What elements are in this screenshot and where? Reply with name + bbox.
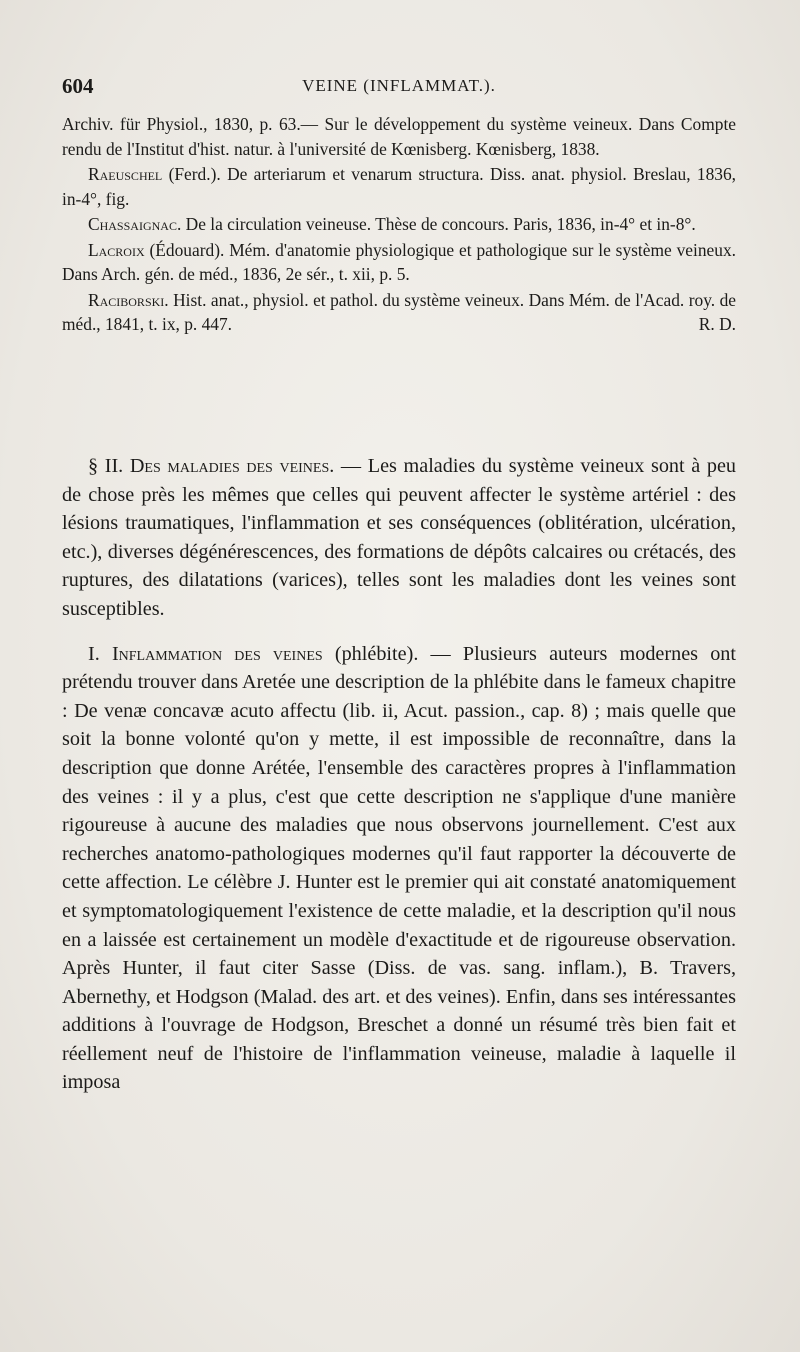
- biblio-entry: Raciborski. Hist. anat., physiol. et pathol. du système veineux. Dans Mém. de l'Acad. roy. de méd., 1841, t. ix, p. 447. R. D.: [62, 288, 736, 337]
- biblio-author: Chassaignac: [88, 214, 177, 234]
- biblio-author: Raeuschel: [88, 164, 163, 184]
- section-heading: I. Inflammation des veines: [88, 642, 323, 665]
- paragraph-section-2: § II. Des maladies des veines. — Les maladies du système veineux sont à peu de chose près les mêmes que celles qui peuvent affecter le système artériel : des lésions traumatiques, l'inflammation et ses conséquences (oblitération, ulcération, etc.), diverses dégénérescences, des formations de dépôts calcaires ou crétacés, des ruptures, des dilatations (varices), telles sont les maladies dont les veines sont susceptibles.: [62, 455, 736, 620]
- biblio-entry: Lacroix (Édouard). Mém. d'anatomie physiologique et pathologique sur le système veineux. Dans Arch. gén. de méd., 1836, 2e sér., t. xii, p. 5.: [62, 239, 736, 284]
- running-title: VEINE (INFLAMMAT.).: [302, 76, 496, 95]
- section-heading: § II. Des maladies des veines.: [88, 455, 335, 477]
- bibliography-block: [62, 112, 736, 338]
- biblio-entry: Raeuschel (Ferd.). De arteriarum et venarum structura. Diss. anat. physiol. Breslau, 1836, in-4°, fig.: [62, 164, 736, 209]
- biblio-entry: Chassaignac. De la circulation veineuse. Thèse de concours. Paris, 1836, in-4° et in-8°.: [88, 214, 696, 234]
- page-number: 604: [62, 74, 94, 98]
- biblio-author: Raciborski: [88, 289, 165, 310]
- biblio-author: Lacroix: [88, 239, 145, 260]
- main-text: [62, 452, 736, 1113]
- paragraph-inflammation: I. Inflammation des veines (phlébite). — Plusieurs auteurs modernes ont prétendu trouver dans Aretée une description de la phlébite dans le fameux chapitre : De venæ concavæ acuto affectu (lib. ii, Acut. passion., cap. 8) ; mais quelle que soit la bonne volonté qu'on y mette, il est impossible de reconnaître, dans la description que donne Arétée, l'ensemble des caractères propres à l'inflammation des veines : il y a plus, c'est que cette description ne s'applique d'une manière rigoureuse à aucune des maladies que nous observons journellement. C'est aux recherches anatomo-pathologiques modernes qu'il faut rapporter la découverte de cette affection. Le célèbre J. Hunter est le premier qui ait constaté anatomiquement et symptomatologiquement l'existence de cette maladie, et la description qu'il nous en a laissée est certainement un modèle d'exactitude et de rigoureuse observation. Après Hunter, il faut citer Sasse (Diss. de vas. sang. inflam.), B. Travers, Abernethy, et Hodgson (Malad. des art. et des veines). Enfin, dans ses intéressantes additions à l'ouvrage de Hodgson, Breschet a donné un résumé très bien fait et réellement neuf de l'histoire de l'inflammation veineuse, maladie à laquelle il imposa: [62, 642, 736, 1094]
- signature: R. D.: [698, 314, 736, 334]
- page-header: [62, 74, 736, 104]
- biblio-entry: Archiv. für Physiol., 1830, p. 63.— Sur le développement du système veineux. Dans Compte rendu de l'Institut d'hist. natur. à l'université de Kœnisberg. Kœnisberg, 1838.: [62, 114, 736, 159]
